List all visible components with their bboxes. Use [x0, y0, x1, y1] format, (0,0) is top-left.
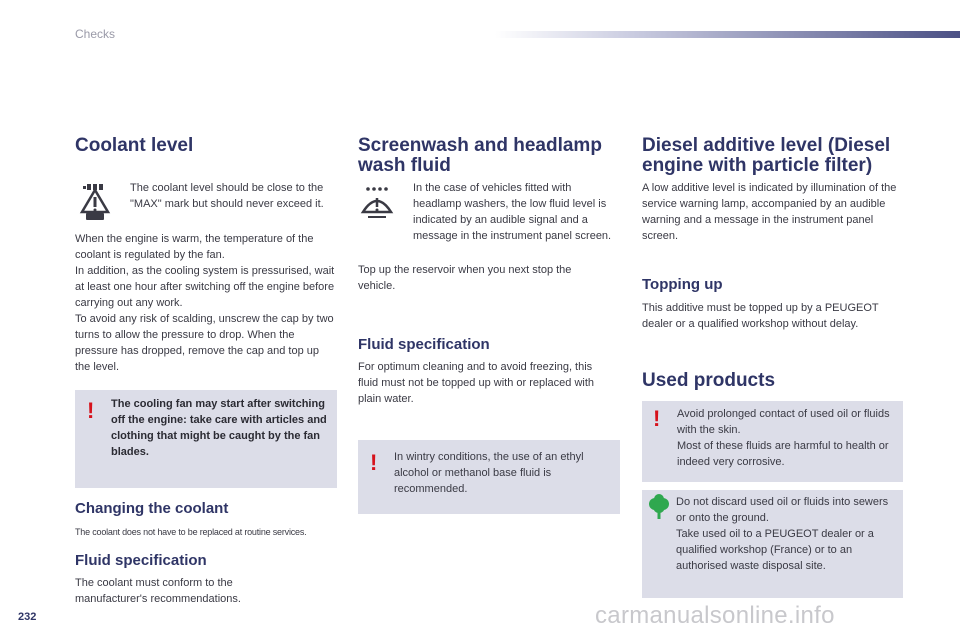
header-title: Checks	[75, 27, 116, 41]
coolant-title: Coolant level	[75, 135, 194, 156]
used-eco-text: Do not discard used oil or fluids into sewers or onto the ground. Take used oil to a PEUGEOT dealer or a qualified workshop (France) or to an authorised waste disposal site.	[676, 496, 889, 572]
screenwash-warning-icon	[360, 184, 394, 224]
coolant-spec-text: The coolant must conform to the manufacturer's recommendations.	[75, 577, 241, 605]
coolant-icon-intro: The coolant level should be close to the "MAX" mark but should never exceed it.	[130, 182, 324, 210]
used-warning-text: Avoid prolonged contact of used oil or fluids with the skin. Most of these fluids are harmful to health or indeed very corrosive.	[677, 408, 890, 468]
changing-coolant-text: The coolant does not have to be replaced at routine services.	[75, 527, 307, 537]
header-bar	[495, 31, 960, 38]
screenwash-spec-text: For optimum cleaning and to avoid freezing, this fluid must not be topped up with or replaced with plain water.	[358, 361, 595, 405]
screenwash-note-text: In wintry conditions, the use of an ethyl alcohol or methanol base fluid is recommended.	[394, 451, 584, 495]
diesel-body: A low additive level is indicated by illumination of the service warning lamp, accompanied by an audible warning and a message in the instrument panel screen.	[642, 182, 897, 242]
coolant-warning-note	[75, 390, 337, 488]
coolant-spec-title: Fluid specification	[75, 552, 207, 569]
screenwash-title: Screenwash and headlamp wash fluid	[358, 135, 602, 176]
diesel-title: Diesel additive level (Diesel engine with particle filter)	[642, 135, 891, 176]
watermark: carmanualsonline.info	[595, 602, 835, 629]
topping-up-text: This additive must be topped up by a PEUGEOT dealer or a qualified workshop without delay.	[642, 302, 879, 330]
exclamation-icon: !	[370, 450, 378, 475]
coolant-body: When the engine is warm, the temperature of the coolant is regulated by the fan. In addition, as the cooling system is pressurised, wait at least one hour after switching off the engine before carrying out any work. To avoid any risk of scalding, unscrew the cap by two turns to allow the pressure to drop. When the pressure has dropped, remove the cap and top up the level.	[75, 233, 335, 373]
coolant-warning-text: The cooling fan may start after switching off the engine: take care with articles and clothing that might be caught by the fan blades.	[111, 398, 327, 458]
screenwash-body: Top up the reservoir when you next stop the vehicle.	[358, 264, 572, 292]
used-warning-note	[642, 401, 903, 482]
screenwash-icon-intro: In the case of vehicles fitted with headlamp washers, the low fluid level is indicated by an audible signal and a message in the instrument panel screen.	[413, 182, 612, 242]
screenwash-note	[358, 440, 620, 514]
exclamation-icon: !	[87, 398, 95, 423]
used-eco-note	[642, 490, 903, 598]
changing-coolant-title: Changing the coolant	[75, 500, 229, 517]
exclamation-icon: !	[653, 406, 661, 431]
used-products-title: Used products	[642, 370, 776, 391]
topping-up-title: Topping up	[642, 276, 723, 293]
coolant-warning-icon	[78, 182, 112, 222]
screenwash-spec-title: Fluid specification	[358, 336, 490, 353]
page-number: 232	[18, 611, 37, 623]
tree-icon	[648, 494, 670, 520]
